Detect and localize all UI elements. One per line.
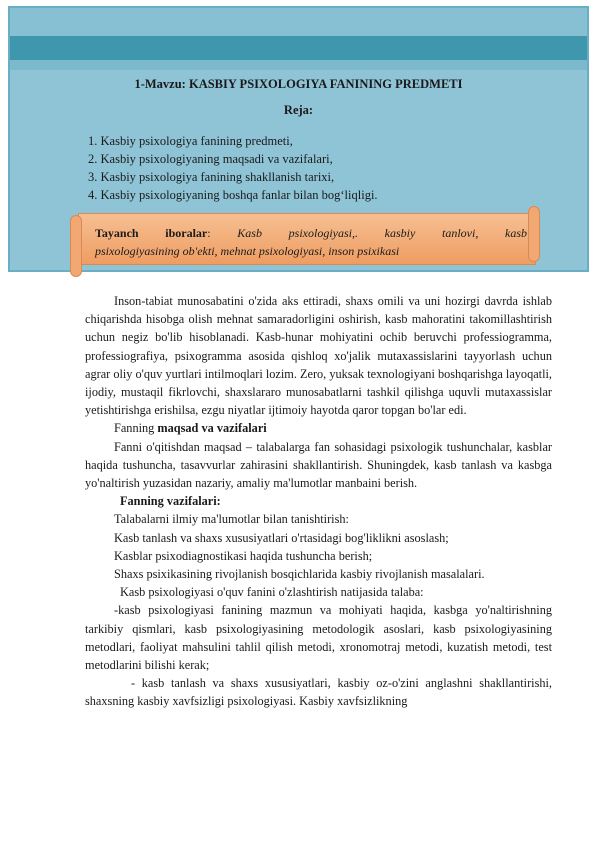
page-title: 1-Mavzu: KASBIY PSIXOLOGIYA FANINING PREDMETI bbox=[134, 77, 463, 91]
paragraph-5: -kasb psixologiyasi fanining mazmun va mohiyati haqida, kasbga yo'naltirishning tarkibiy qismlari, kasb psixologiyasining metodologik asoslari, kasb psixologiyasining metodlari, faoliyat mahsulini tahlil qilish metodi, xronomotraj metodi, kuzatish metodi, test metodlarini bilishi kerak; bbox=[85, 603, 552, 673]
plan-item: 3. Kasbiy psixologiya fanining shakllanish tarixi, bbox=[88, 170, 335, 184]
paragraph-6: - kasb tanlash va shaxs xususiyatlari, kasbiy oz-o'zini anglashni shakllantirishi, shaxsning kasbiy xavfsizligi psixologiyasi. Kasbiy xavfsizlikning bbox=[85, 676, 552, 709]
keywords-text-2: psixologiyasining ob'ekti, mehnat psixologiyasi, inson psixikasi bbox=[95, 244, 400, 258]
plan-list bbox=[88, 132, 378, 204]
task-item: Kasblar psixodiagnostikasi haqida tushuncha berish; bbox=[114, 548, 373, 563]
paragraph-3: Fanni o'qitishdan maqsad – talabalarga fan sohasidagi psixologik tushunchalar, kasblar haqida tushuncha, tasavvurlar zahirasini shakllantirish. Shuningdek, kasb tanlash va kasbga yo'naltirish yuzasidan nazariy, amaliy ma'lumotlar manbaini berish. bbox=[85, 439, 552, 491]
header-band-dark bbox=[10, 36, 587, 60]
task-item: Kasb psixologiyasi o'quv fanini o'zlashtirish natijasida talaba: bbox=[120, 585, 424, 600]
scroll-body bbox=[78, 213, 536, 265]
plan-item: 1. Kasbiy psixologiya fanining predmeti, bbox=[88, 134, 293, 148]
header-band-bottom bbox=[10, 60, 587, 70]
keywords-label: Tayanch iboralar bbox=[95, 226, 208, 240]
task-item: Talabalarni ilmiy ma'lumotlar bilan tanishtirish: bbox=[114, 512, 349, 527]
plan-heading: Reja: bbox=[283, 103, 314, 117]
header-band-light bbox=[10, 8, 587, 36]
keywords-text-1: Kasb psixologiyasi,. kasbiy tanlovi, kasb bbox=[237, 226, 528, 240]
keywords-scroll bbox=[70, 209, 540, 269]
scroll-curl-left bbox=[70, 215, 82, 277]
body-text bbox=[85, 292, 552, 711]
tasks-heading: Fanning vazifalari: bbox=[120, 494, 221, 509]
plan-item: 2. Kasbiy psixologiyaning maqsadi va vazifalari, bbox=[88, 152, 333, 166]
paragraph-1: Inson-tabiat munosabatini o'zida aks ettiradi, shaxs omili va uni hozirgi davrda ishlab chiqarishda hisobga olish mehnat samaradorligini oshirish, kasb mahoratini takomillashtirish uchun negiz bo'lib hisoblanadi. Kasb-hunar mohiyatini ochib beruvchi professiogramma, professiografiya, psixogramma asosida qishloq xo'jalik mutaxassislarini tayyorlash uchun agrar oliy o'quv yurtlari intilmoqlari lozim. Zero, yuksak texnologiyani boshqarishga layoqatli, ijodiy, mustaqil fikrlovchi, shaxslararo munosabatlarni tashkil qilishga uquvli mutaxassislar yetishtirishga erishilsa, ezgu niyatlar ijtimoiy hayotda qaror topgan bo'lar edi. bbox=[85, 294, 553, 418]
scroll-curl-right bbox=[528, 206, 540, 262]
paragraph-2: Fanning maqsad va vazifalari bbox=[114, 421, 267, 436]
keywords-line-1: Tayanch iboralar: Kasb psixologiyasi,. kasbiy tanlovi, kasb bbox=[95, 226, 528, 240]
plan-item: 4. Kasbiy psixologiyaning boshqa fanlar bilan bog‘liqligi. bbox=[88, 188, 378, 202]
task-item: Kasb tanlash va shaxs xususiyatlari o'rtasidagi bog'liklikni asoslash; bbox=[114, 530, 449, 545]
task-item: Shaxs psixikasining rivojlanish bosqichlarida kasbiy rivojlanish masalalari. bbox=[114, 567, 485, 582]
